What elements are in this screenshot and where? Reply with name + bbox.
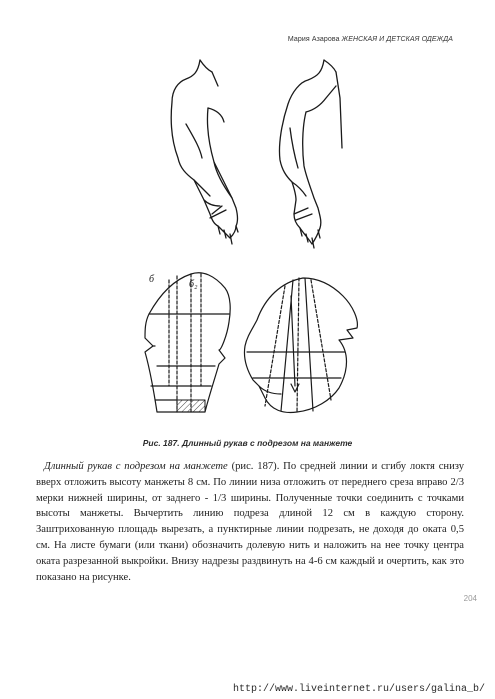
spread-sleeve-pattern	[244, 278, 357, 412]
point-label-b2: б₂	[189, 279, 198, 290]
right-blouse-drawing	[279, 60, 342, 248]
sleeve-figure-illustration	[150, 58, 380, 258]
watermark-url: http://www.liveinternet.ru/users/galina_b/	[232, 684, 485, 695]
running-header	[288, 36, 453, 43]
point-label-b: б	[149, 274, 155, 285]
body-paragraph	[36, 459, 464, 585]
left-blouse-drawing	[171, 60, 238, 244]
body-text: (рис. 187). По средней линии и сгибу локтя снизу вверх отложить высоту манжеты 8 см. По линии низа отложить от переднего среза вправо 2/3 мерки нижней ширины, от заднего - 1/3 ширины. Полученные точки соединить с точками высоты манжеты. Вычертить линию подреза длиной 12 см в каждую сторону. Заштрихованную площадь вырезать, а пунктирные линии подрезать, не доходя до оката 0,5 см. На листе бумаги (или ткани) обозначить долевую нить и наложить на нее точку центра оката разрезанной выкройки. Внизу надрезы раздвинуть на 4-6 см каждый и очертить, как это показано на рисунке.	[36, 461, 464, 583]
original-sleeve-pattern	[145, 273, 230, 412]
header-book-title: ЖЕНСКАЯ И ДЕТСКАЯ ОДЕЖДА	[341, 36, 453, 43]
page-number: 204	[463, 594, 477, 603]
body-term: Длинный рукав с подрезом на манжете	[44, 461, 228, 472]
figure-caption: Рис. 187. Длинный рукав с подрезом на манжете	[142, 438, 353, 448]
header-author: Мария Азарова	[287, 36, 340, 43]
sleeve-pattern-diagram	[135, 266, 375, 421]
